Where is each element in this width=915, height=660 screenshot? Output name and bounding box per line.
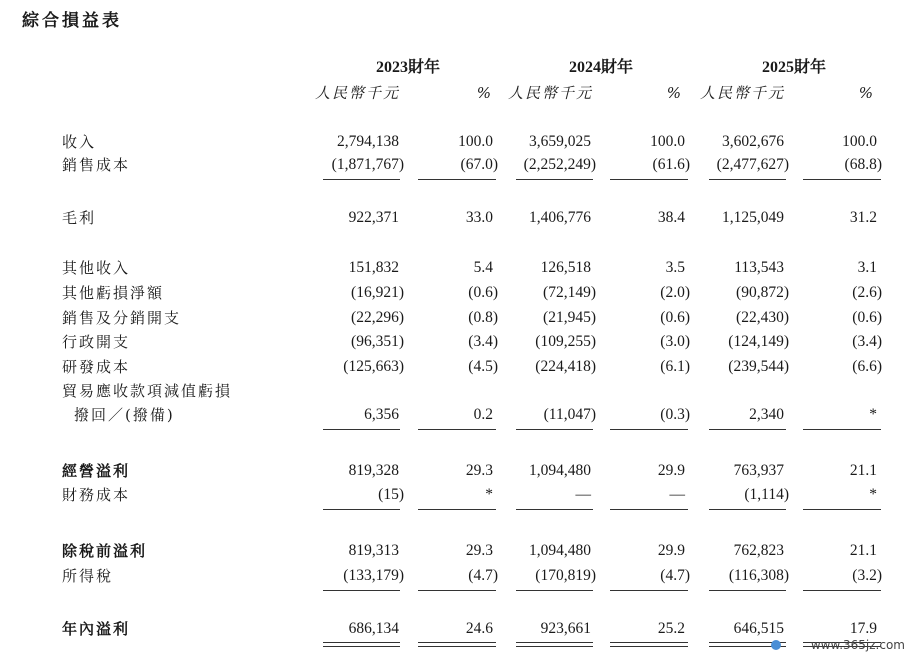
- double-underline: [610, 642, 688, 647]
- cell: (116,308): [728, 567, 789, 584]
- underline: [803, 590, 881, 591]
- cell: 29.3: [465, 542, 493, 559]
- cell: 762,823: [733, 542, 784, 559]
- cell: (0.6): [468, 284, 498, 301]
- cell: (1,871,767): [331, 156, 404, 173]
- underline: [516, 509, 593, 510]
- underline: [418, 429, 496, 430]
- cell: 1,094,480: [529, 542, 591, 559]
- cell: (4.7): [468, 567, 498, 584]
- cell: 686,134: [348, 620, 399, 637]
- row-label-income-tax: 所得稅: [62, 567, 114, 585]
- cell: 21.1: [849, 542, 877, 559]
- cell: *: [869, 486, 877, 503]
- cell: 3,602,676: [722, 133, 784, 150]
- row-label-other-losses: 其他虧損淨額: [62, 284, 165, 302]
- cell: (67.0): [460, 156, 498, 173]
- year-header-2025: 2025財年: [761, 59, 826, 76]
- year-header-2024: 2024財年: [568, 59, 633, 76]
- underline: [803, 509, 881, 510]
- year-header-2023: 2023財年: [375, 59, 440, 76]
- row-label-rd-costs: 研發成本: [62, 358, 131, 376]
- cell: (90,872): [736, 284, 789, 301]
- cell: 29.9: [657, 542, 685, 559]
- underline: [418, 509, 496, 510]
- cell: (2.6): [852, 284, 882, 301]
- cell: 100.0: [458, 133, 493, 150]
- underline: [418, 590, 496, 591]
- watermark-text: www.365jz.com: [810, 638, 905, 652]
- row-label-other-income: 其他收入: [62, 259, 131, 277]
- underline: [516, 179, 593, 180]
- cell: 151,832: [348, 259, 399, 276]
- underline: [516, 429, 593, 430]
- cell: (2.0): [660, 284, 690, 301]
- cell: 3.5: [665, 259, 685, 276]
- row-label-profit-for-year: 年內溢利: [62, 620, 131, 638]
- cell: 646,515: [733, 620, 784, 637]
- cell: 24.6: [465, 620, 493, 637]
- cell: *: [869, 406, 877, 423]
- row-label-impairment-line2: 撥回／(撥備): [74, 406, 175, 424]
- cell: (4.7): [660, 567, 690, 584]
- cell: (96,351): [351, 333, 404, 350]
- cell: 126,518: [540, 259, 591, 276]
- unit-amount-2024: 人民幣千元: [507, 84, 593, 102]
- underline: [516, 590, 593, 591]
- underline: [323, 509, 400, 510]
- cell: (125,663): [343, 358, 404, 375]
- cell: (61.6): [652, 156, 690, 173]
- row-label-gross-profit: 毛利: [62, 209, 97, 227]
- underline: [323, 429, 400, 430]
- underline: [709, 590, 786, 591]
- cell: 0.2: [473, 406, 493, 423]
- statement-title: 綜合損益表: [22, 11, 122, 31]
- cell: 1,406,776: [529, 209, 591, 226]
- cell: 2,340: [749, 406, 784, 423]
- unit-amount-2025: 人民幣千元: [699, 84, 785, 102]
- cell: (109,255): [535, 333, 596, 350]
- underline: [803, 429, 881, 430]
- unit-pct-2025: %: [858, 84, 875, 102]
- cell: *: [485, 486, 493, 503]
- cell: 29.3: [465, 462, 493, 479]
- unit-pct-2024: %: [666, 84, 683, 102]
- cell: 17.9: [849, 620, 877, 637]
- underline: [610, 179, 688, 180]
- cell: (2,477,627): [716, 156, 789, 173]
- underline: [323, 590, 400, 591]
- cell: (239,544): [728, 358, 789, 375]
- row-label-finance-costs: 財務成本: [62, 486, 131, 504]
- cell: (22,430): [736, 309, 789, 326]
- double-underline: [418, 642, 496, 647]
- row-label-cost-of-sales: 銷售成本: [62, 156, 131, 174]
- cell: (1,114): [744, 486, 789, 503]
- cell: (3.0): [660, 333, 690, 350]
- underline: [709, 179, 786, 180]
- watermark-logo-icon: [771, 640, 781, 650]
- cell: (0.6): [852, 309, 882, 326]
- cell: 29.9: [657, 462, 685, 479]
- row-label-profit-before-tax: 除稅前溢利: [62, 542, 148, 560]
- cell: (68.8): [844, 156, 882, 173]
- cell: (16,921): [351, 284, 404, 301]
- cell: 33.0: [465, 209, 493, 226]
- cell: 819,328: [348, 462, 399, 479]
- underline: [610, 429, 688, 430]
- cell: (22,296): [351, 309, 404, 326]
- cell: 31.2: [849, 209, 877, 226]
- cell: (15): [378, 486, 404, 503]
- underline: [709, 429, 786, 430]
- row-label-selling-expenses: 銷售及分銷開支: [62, 309, 182, 327]
- cell: 100.0: [842, 133, 877, 150]
- cell: (2,252,249): [523, 156, 596, 173]
- cell: 2,794,138: [337, 133, 399, 150]
- cell: (3.4): [852, 333, 882, 350]
- cell: 3.1: [857, 259, 877, 276]
- row-label-revenue: 收入: [62, 133, 97, 151]
- underline: [610, 509, 688, 510]
- double-underline: [516, 642, 593, 647]
- cell: 113,543: [734, 259, 784, 276]
- cell: (133,179): [343, 567, 404, 584]
- cell: (4.5): [468, 358, 498, 375]
- cell: (6.6): [852, 358, 882, 375]
- cell: 6,356: [364, 406, 399, 423]
- cell: 38.4: [657, 209, 685, 226]
- cell: (3.4): [468, 333, 498, 350]
- cell: 100.0: [650, 133, 685, 150]
- cell: —: [669, 486, 685, 503]
- cell: (224,418): [535, 358, 596, 375]
- cell: 763,937: [733, 462, 784, 479]
- cell: 819,313: [348, 542, 399, 559]
- row-label-impairment-line1: 貿易應收款項減值虧損: [62, 382, 233, 400]
- underline: [323, 179, 400, 180]
- unit-amount-2023: 人民幣千元: [314, 84, 400, 102]
- cell: (21,945): [543, 309, 596, 326]
- double-underline: [323, 642, 400, 647]
- cell: 1,094,480: [529, 462, 591, 479]
- cell: (0.6): [660, 309, 690, 326]
- row-label-operating-profit: 經營溢利: [62, 462, 131, 480]
- unit-pct-2023: %: [476, 84, 493, 102]
- cell: 21.1: [849, 462, 877, 479]
- cell: (170,819): [535, 567, 596, 584]
- cell: 25.2: [657, 620, 685, 637]
- cell: (11,047): [543, 406, 596, 423]
- cell: (3.2): [852, 567, 882, 584]
- cell: (6.1): [660, 358, 690, 375]
- cell: 923,661: [540, 620, 591, 637]
- cell: (72,149): [543, 284, 596, 301]
- cell: 1,125,049: [722, 209, 784, 226]
- cell: 5.4: [473, 259, 493, 276]
- cell: (0.8): [468, 309, 498, 326]
- row-label-admin-expenses: 行政開支: [62, 333, 131, 351]
- underline: [418, 179, 496, 180]
- cell: (0.3): [660, 406, 690, 423]
- cell: 922,371: [348, 209, 399, 226]
- cell: (124,149): [728, 333, 789, 350]
- cell: —: [575, 486, 591, 503]
- underline: [709, 509, 786, 510]
- underline: [610, 590, 688, 591]
- cell: 3,659,025: [529, 133, 591, 150]
- underline: [803, 179, 881, 180]
